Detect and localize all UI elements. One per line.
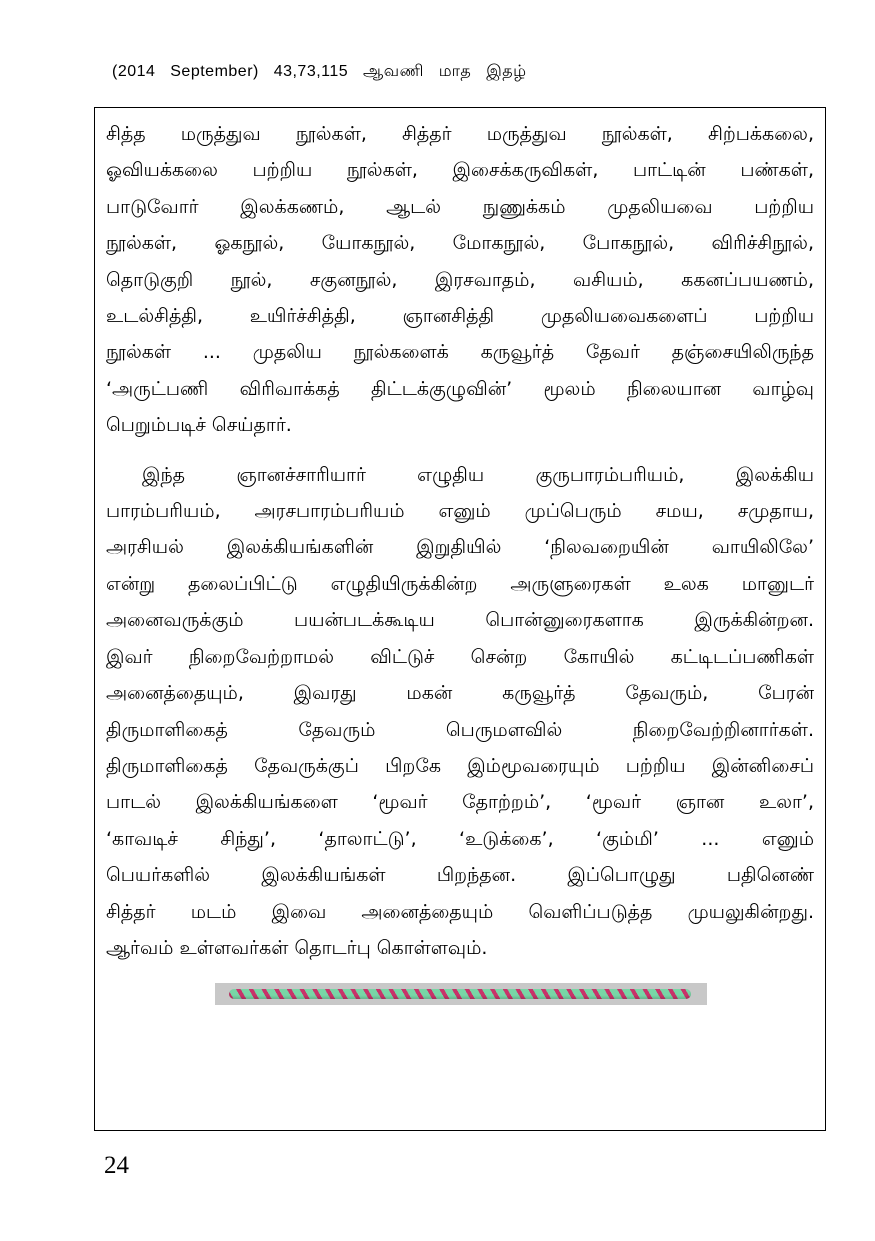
body-text [106,116,814,966]
text-line-indented [106,457,814,493]
text-line: உடல்சித்தி, உயிர்ச்சித்தி, ஞானசித்தி முதலியவைகளைப் பற்றிய [106,305,814,328]
paragraph-1 [106,116,814,444]
text-line: பாடல் இலக்கியங்களை ‘மூவர் தோற்றம்’, ‘மூவர் ஞான உலா’, [106,791,814,814]
text-line: ஆர்வம் உள்ளவர்கள் தொடர்பு கொள்ளவும். [106,936,488,959]
text-line: சித்தர் மடம் இவை அனைத்தையும் வெளிப்படுத்த முயலுகின்றது. [106,900,814,923]
text-line-content: இந்த ஞானச்சாரியார் எழுதிய குருபாரம்பரியம், இலக்கிய [142,463,814,486]
text-line: ஓவியக்கலை பற்றிய நூல்கள், இசைக்கருவிகள், பாட்டின் பண்கள், [106,159,814,182]
page-number: 24 [104,1152,129,1179]
page-header: (2014 September) 43,73,115 ஆவணி மாத இதழ் [112,63,527,80]
text-line: நூல்கள் ... முதலிய நூல்களைக் கருவூர்த் தேவர் தஞ்சையிலிருந்த [106,341,814,364]
text-line: அனைத்தையும், இவரது மகன் கருவூர்த் தேவரும், பேரன் [106,682,814,705]
text-line: பெறும்படிச் செய்தார். [106,414,292,437]
text-line: அரசியல் இலக்கியங்களின் இறுதியில் ‘நிலவறையின் வாயிலிலே’ [106,536,814,559]
text-line: ‘காவடிச் சிந்து’, ‘தாலாட்டு’, ‘உடுக்கை’, ‘கும்மி’ ... எனும் [106,827,814,850]
paragraph-gap [106,444,814,457]
text-line: சித்த மருத்துவ நூல்கள், சித்தர் மருத்துவ நூல்கள், சிற்பக்கலை, [106,123,814,145]
paragraph-2 [106,457,814,967]
text-line: தொடுகுறி நூல், சகுனநூல், இரசவாதம், வசியம், ககனப்பயணம், [106,268,814,291]
text-line: என்று தலைப்பிட்டு எழுதியிருக்கின்ற அருளுரைகள் உலக மானுடர் [106,572,814,595]
text-line: திருமாளிகைத் தேவருக்குப் பிறகே இம்மூவரையும் பற்றிய இன்னிசைப் [106,754,814,777]
text-line: அனைவருக்கும் பயன்படக்கூடிய பொன்னுரைகளாக இருக்கின்றன. [106,609,814,632]
text-line: நூல்கள், ஓகநூல், யோகநூல், மோகநூல், போகநூல், விரிச்சிநூல், [106,232,814,255]
text-line: பாடுவோர் இலக்கணம், ஆடல் நுணுக்கம் முதலியவை பற்றிய [106,195,814,218]
text-line: இவர் நிறைவேற்றாமல் விட்டுச் சென்ற கோயில் கட்டிடப்பணிகள் [106,645,814,668]
text-line: திருமாளிகைத் தேவரும் பெருமளவில் நிறைவேற்றினார்கள். [106,718,814,741]
text-line: ‘அருட்பணி விரிவாக்கத் திட்டக்குழுவின்’ மூலம் நிலையான வாழ்வு [106,377,814,400]
decorative-divider [215,983,707,1005]
text-line: பாரம்பரியம், அரசபாரம்பரியம் எனும் முப்பெரும் சமய, சமுதாய, [106,500,814,523]
striped-rope-graphic [229,989,691,999]
text-line: பெயர்களில் இலக்கியங்கள் பிறந்தன. இப்பொழுது பதினெண் [106,864,814,887]
